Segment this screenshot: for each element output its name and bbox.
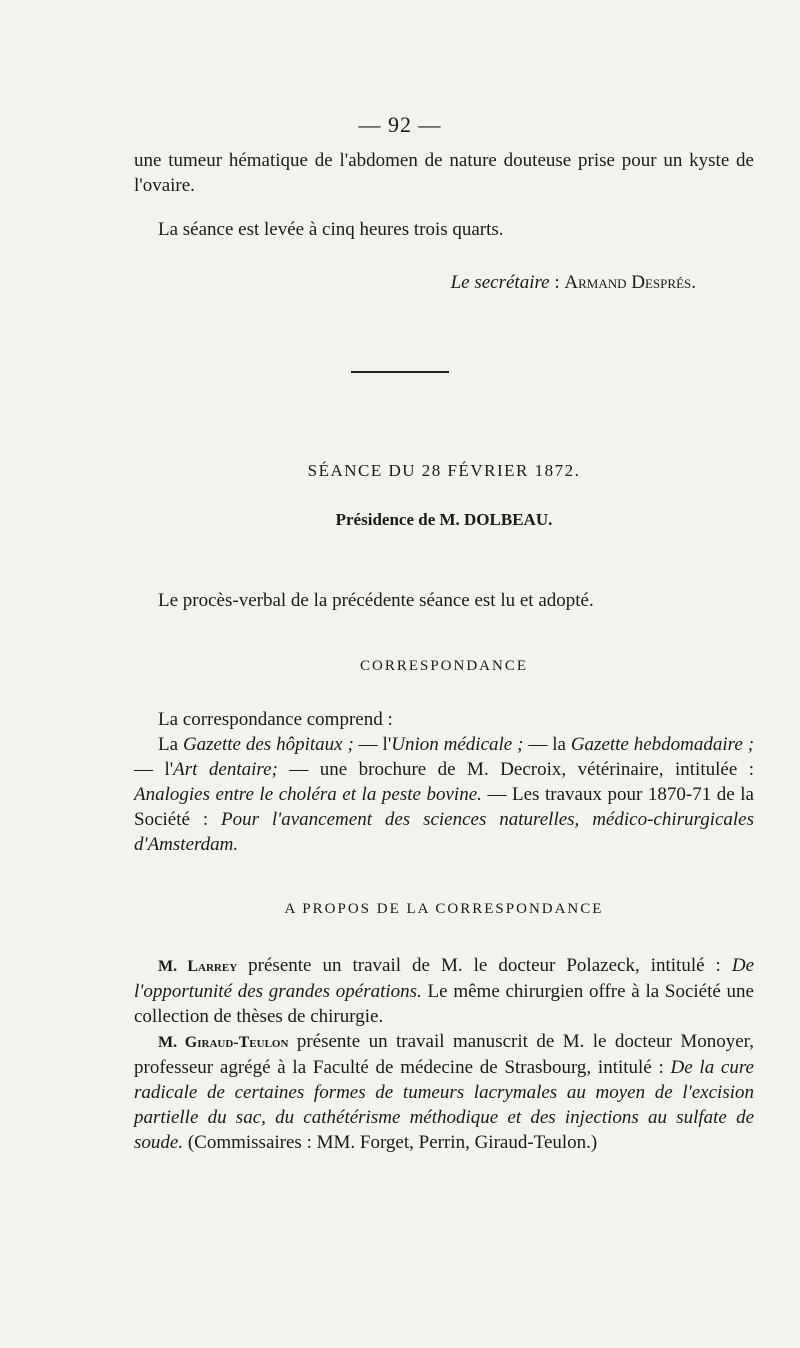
giraud-title: De la cure radicale de certaines formes de tumeurs lacrymales au moyen de l'excision partielle du sac, du cathétérisme méthodique et des injections au sulfate de soude. <box>134 1057 754 1153</box>
signature-name: Armand Després. <box>564 272 696 293</box>
corr-text-e: — la <box>523 734 571 755</box>
presidence <box>134 507 754 532</box>
seance-title <box>134 458 754 483</box>
presidence-text: Présidence de M. DOLBEAU. <box>335 510 553 529</box>
corr-amsterdam-title: Pour l'avancement des sciences naturelles, médico-chirurgicales d'Amsterdam. <box>134 809 755 855</box>
giraud-name: M. Giraud-Teulon <box>158 1034 289 1051</box>
apropos-heading <box>134 897 754 922</box>
larrey-text-c: Le même chirurgien offre à la Société une collection de thèses de chirurgie. <box>134 981 754 1027</box>
corr-text-i: — une brochure de M. Decroix, vétérinaire, intitulée : <box>277 759 755 780</box>
larrey-title: De l'opportunité des grandes opérations. <box>134 955 754 1002</box>
corr-text-g: — l' <box>134 759 174 780</box>
larrey-text-a: présente un travail de M. le docteur Polazeck, intitulé : <box>237 955 732 976</box>
larrey-name: M. Larrey <box>158 958 238 975</box>
correspondance-heading-text: CORRESPONDANCE <box>359 658 529 674</box>
paragraph-tumeur: une tumeur hématique de l'abdomen de nature douteuse prise pour un kyste de l'ovaire. <box>134 150 754 196</box>
signature-label: Le secrétaire <box>450 272 550 293</box>
correspondance-intro: La correspondance comprend : <box>158 709 393 730</box>
corr-gazette-hopitaux: Gazette des hôpitaux ; <box>182 734 354 755</box>
page-number: — 92 — <box>358 112 442 137</box>
giraud-text-c: (Commissaires : MM. Forget, Perrin, Giraud-Teulon.) <box>183 1132 598 1153</box>
corr-gazette-hebdo: Gazette hebdomadaire ; <box>570 734 755 755</box>
seance-closing <box>134 217 754 242</box>
corr-art-dentaire: Art dentaire; <box>173 759 278 780</box>
corr-text-k: — Les travaux pour 1870-71 de la Société : <box>134 784 754 830</box>
apropos-heading-text: A PROPOS DE LA CORRESPONDANCE <box>284 901 604 917</box>
corr-analogies-title: Analogies entre le choléra et la peste bovine. <box>134 784 482 805</box>
proces-verbal-text: Le procès-verbal de la précédente séance est lu et adopté. <box>158 590 594 611</box>
seance-title-text: SÉANCE DU 28 FÉVRIER 1872. <box>307 461 581 480</box>
paragraph-larrey <box>134 953 754 1029</box>
communications-block <box>134 953 754 1155</box>
signature-separator: : <box>549 272 565 293</box>
giraud-text-a: présente un travail manuscrit de M. le docteur Monoyer, professeur agrégé à la Faculté de médecine de Strasbourg, intitulé : <box>134 1031 754 1078</box>
correspondance-heading <box>134 654 754 679</box>
paragraph-seance-levee: La séance est levée à cinq heures trois quarts. <box>158 219 504 240</box>
section-rule <box>0 371 800 373</box>
body-text <box>134 148 754 198</box>
correspondance-block <box>134 707 754 857</box>
correspondance-list <box>134 732 754 857</box>
paragraph-giraud <box>134 1029 754 1155</box>
proces-verbal <box>134 588 754 613</box>
corr-union-medicale: Union médicale ; <box>391 734 524 755</box>
signature-line <box>134 270 754 295</box>
corr-text-c: — l' <box>353 734 392 755</box>
corr-text-a: La <box>158 734 183 755</box>
